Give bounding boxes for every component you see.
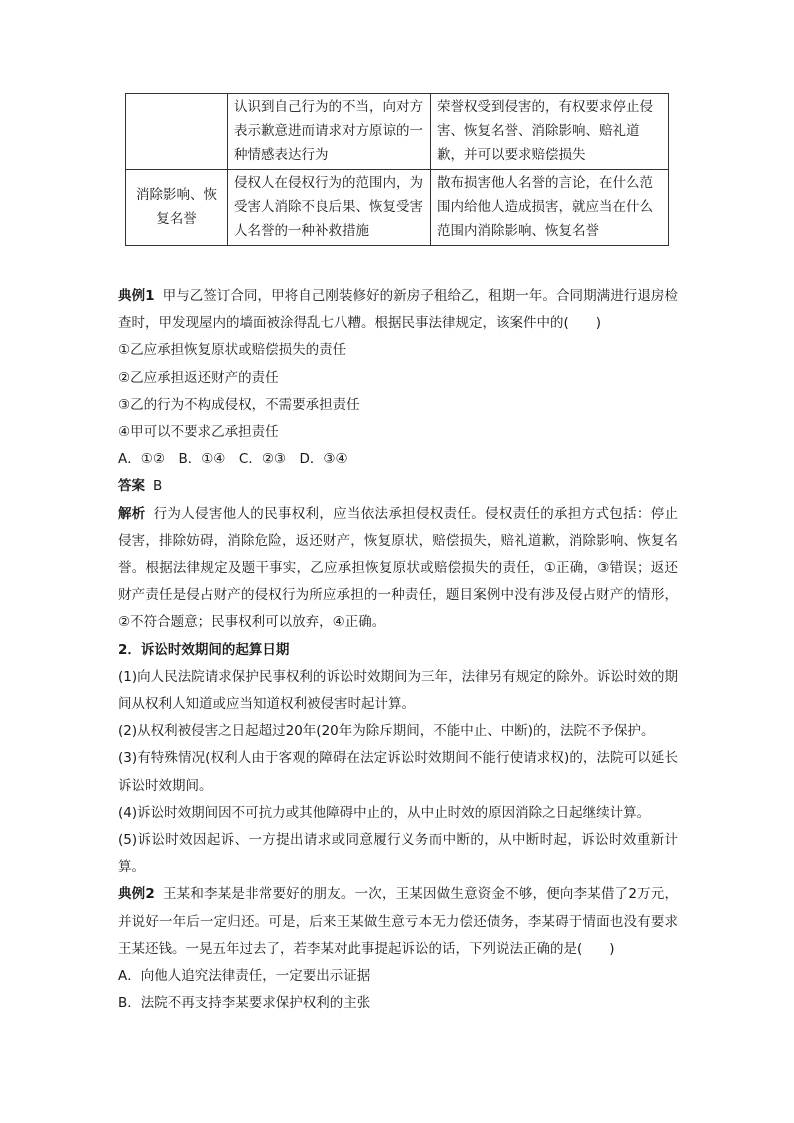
example1-stem: 典例1 甲与乙签订合同，甲将自己刚装修好的新房子租给乙，租期一年。合同期满进行退房检查时，甲发现屋内的墙面被涂得乱七八糟。根据民事法律规定，该案件中的( ): [118, 288, 678, 332]
table-cell-name: [126, 94, 228, 170]
example1-answer: 答案 B: [118, 478, 163, 495]
analysis-label: 解析: [118, 505, 146, 522]
section-item: (4)诉讼时效期间因不可抗力或其他障碍中止的，从中止时效的原因消除之日起继续计算。: [118, 804, 651, 821]
answer-label: 答案: [118, 478, 145, 495]
table-cell-name: 消除影响、恢复名誉: [126, 170, 228, 246]
body-text: [118, 283, 678, 1017]
example1-statement: ②乙应承担返还财产的责任: [118, 369, 279, 386]
example1-analysis: 解析 行为人侵害他人的民事权利，应当依法承担侵权责任。侵权责任的承担方式包括：停止侵害，排除妨碍，消除危险，返还财产，恢复原状，赔偿损失，赔礼道歉，消除影响、恢复名誉。根据法律规定及题干事实，乙应承担恢复原状或赔偿损失的责任，①正确，③错误；返还财产责任是侵占财产的侵权行为所应承担的一种责任，题目案例中没有涉及侵占财产的情形，②不符合题意；民事权利可以放弃，④正确。: [118, 505, 679, 631]
table-row: [126, 94, 669, 170]
table-cell-example: 荣誉权受到侵害的，有权要求停止侵害、恢复名誉、消除影响、赔礼道歉，并可以要求赔偿损失: [431, 94, 669, 170]
example1-statement: ③乙的行为不构成侵权，不需要承担责任: [118, 396, 360, 413]
section-item: (2)从权利被侵害之日起超过20年(20年为除斥期间，不能中止、中断)的，法院不予保护。: [118, 723, 655, 740]
example2-option: A．向他人追究法律责任，一定要出示证据: [118, 968, 371, 985]
table-cell-meaning: 认识到自己行为的不当，向对方表示歉意进而请求对方原谅的一种情感表达行为: [228, 94, 431, 170]
example2-label: 典例2: [118, 886, 155, 903]
section-item: (1)向人民法院请求保护民事权利的诉讼时效期间为三年，法律另有规定的除外。诉讼时效的期间从权利人知道或应当知道权利被侵害时起计算。: [118, 668, 678, 713]
example1-statement: ④甲可以不要求乙承担责任: [118, 424, 279, 441]
example2-stem: 典例2 王某和李某是非常要好的朋友。一次，王某因做生意资金不够，便向李某借了2万元，并说好一年后一定归还。可是，后来王某做生意亏本无力偿还债务，李某碍于情面也没有要求王某还钱。一晃五年过去了，若李某对此事提起诉讼的话，下列说法正确的是( ): [118, 886, 678, 957]
example1-options: A．①② B．①④ C．②③ D．③④: [118, 451, 348, 468]
example2-option: B．法院不再支持李某要求保护权利的主张: [118, 995, 371, 1012]
liability-table: [125, 93, 669, 246]
table-row: [126, 170, 669, 246]
example1-statement: ①乙应承担恢复原状或赔偿损失的责任: [118, 342, 347, 359]
table-cell-meaning: 侵权人在侵权行为的范围内，为受害人消除不良后果、恢复受害人名誉的一种补救措施: [228, 170, 431, 246]
section-item: (5)诉讼时效因起诉、一方提出请求或同意履行义务而中断的，从中断时起，诉讼时效重新计算。: [118, 832, 678, 876]
example1-label: 典例1: [118, 288, 155, 304]
section-heading: 2．诉讼时效期间的起算日期: [118, 641, 290, 658]
table-cell-example: 散布损害他人名誉的言论，在什么范围内给他人造成损害，就应当在什么范围内消除影响、恢复名誉: [431, 170, 669, 246]
section-item: (3)有特殊情况(权利人由于客观的障碍在法定诉讼时效期间不能行使请求权)的，法院可以延长诉讼时效期间。: [118, 750, 678, 794]
